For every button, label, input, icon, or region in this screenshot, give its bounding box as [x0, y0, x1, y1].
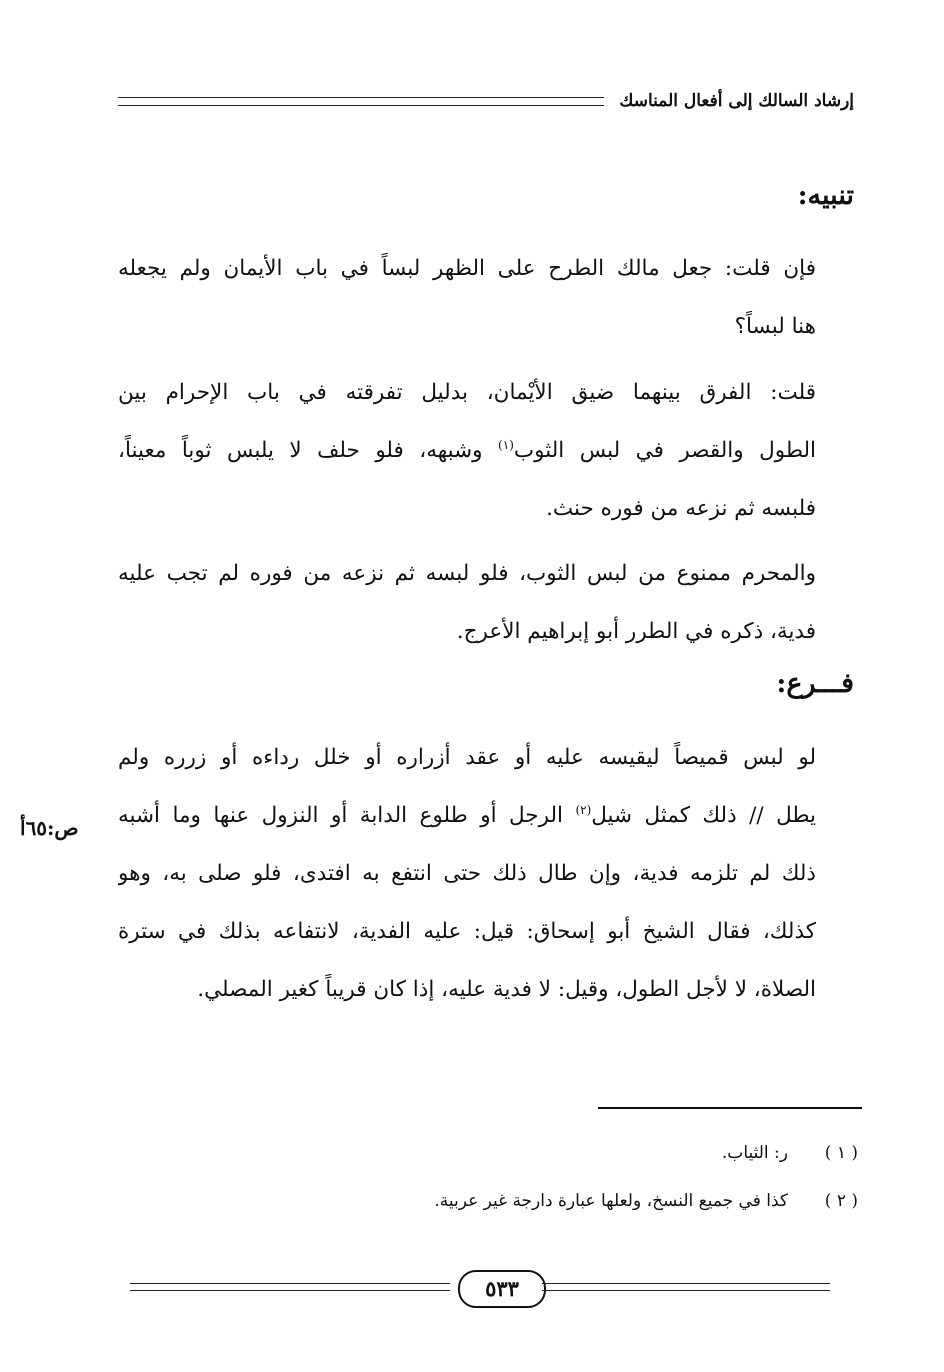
running-header — [118, 88, 854, 114]
text-line: لو لبس قميصاً ليقيسه عليه أو عقد أزراره أو خلل رداءه أو زرره ولم — [118, 745, 816, 770]
marginal-manuscript-ref: ص:٦٥أ — [20, 816, 79, 840]
text-segment: يطل // ذلك كمثل شيل — [591, 803, 816, 828]
page-number: ٥٣٣ — [458, 1270, 546, 1308]
text-line: فلبسه ثم نزعه من فوره حنث. — [546, 496, 816, 521]
text-line: ذلك لم تلزمه فدية، وإن طال ذلك حتى انتفع به افتدى، فلو صلى به، وهو — [118, 861, 816, 886]
paragraph-answer — [118, 364, 816, 538]
text-line: كذلك، فقال الشيخ أبو إسحاق: قيل: عليه الفدية، لانتفاعه بذلك في سترة — [118, 919, 816, 944]
footnote-ref-2[interactable]: (٢) — [575, 803, 592, 817]
section-heading-notice: تنبيه: — [797, 180, 854, 211]
text-line: فدية، ذكره في الطرر أبو إبراهيم الأعرج. — [456, 619, 816, 644]
running-title: إرشاد السالك إلى أفعال المناسك — [619, 91, 854, 111]
page-footer — [130, 1270, 830, 1310]
footnote-text: كذا في جميع النسخ، ولعلها عبارة دارجة غير عربية. — [434, 1191, 788, 1211]
paragraph-branch — [118, 729, 816, 1019]
section-heading-branch: فـــرع: — [776, 668, 854, 699]
footnote-text: ر: الثياب. — [721, 1143, 788, 1163]
footnote-item — [178, 1139, 858, 1167]
footer-double-rule — [130, 1283, 450, 1291]
footnote-item — [178, 1187, 858, 1215]
text-line: الصلاة، لا لأجل الطول، وقيل: لا فدية عليه، إذا كان قريباً كغير المصلي. — [197, 977, 816, 1002]
text-line: والمحرم ممنوع من لبس الثوب، فلو لبسه ثم نزعه من فوره لم تجب عليه — [118, 561, 816, 586]
text-line: فإن قلت: جعل مالك الطرح على الظهر لبساً في باب الأيمان ولم يجعله — [118, 256, 816, 281]
text-line — [118, 422, 816, 480]
footnote-ref-1[interactable]: (١) — [498, 438, 514, 452]
paragraph-muhrim — [118, 545, 816, 661]
header-double-rule — [118, 97, 604, 106]
footnote-number: ( ١ ) — [824, 1143, 858, 1163]
text-line: قلت: الفرق بينهما ضيق الأيْمان، بدليل تفرقته في باب الإحرام بين — [118, 380, 816, 405]
footer-double-rule — [542, 1283, 830, 1291]
text-segment: الرجل أو طلوع الدابة أو النزول عنها وما أشبه — [118, 803, 576, 828]
text-segment: وشبهه، فلو حلف لا يلبس ثوباً معيناً، — [118, 438, 499, 463]
text-line: هنا لبساً؟ — [734, 314, 816, 339]
text-line — [118, 787, 816, 845]
paragraph-question — [118, 240, 816, 356]
footnote-separator — [598, 1107, 862, 1109]
footnote-number: ( ٢ ) — [824, 1191, 858, 1211]
text-segment: الطول والقصر في لبس الثوب — [513, 438, 816, 463]
